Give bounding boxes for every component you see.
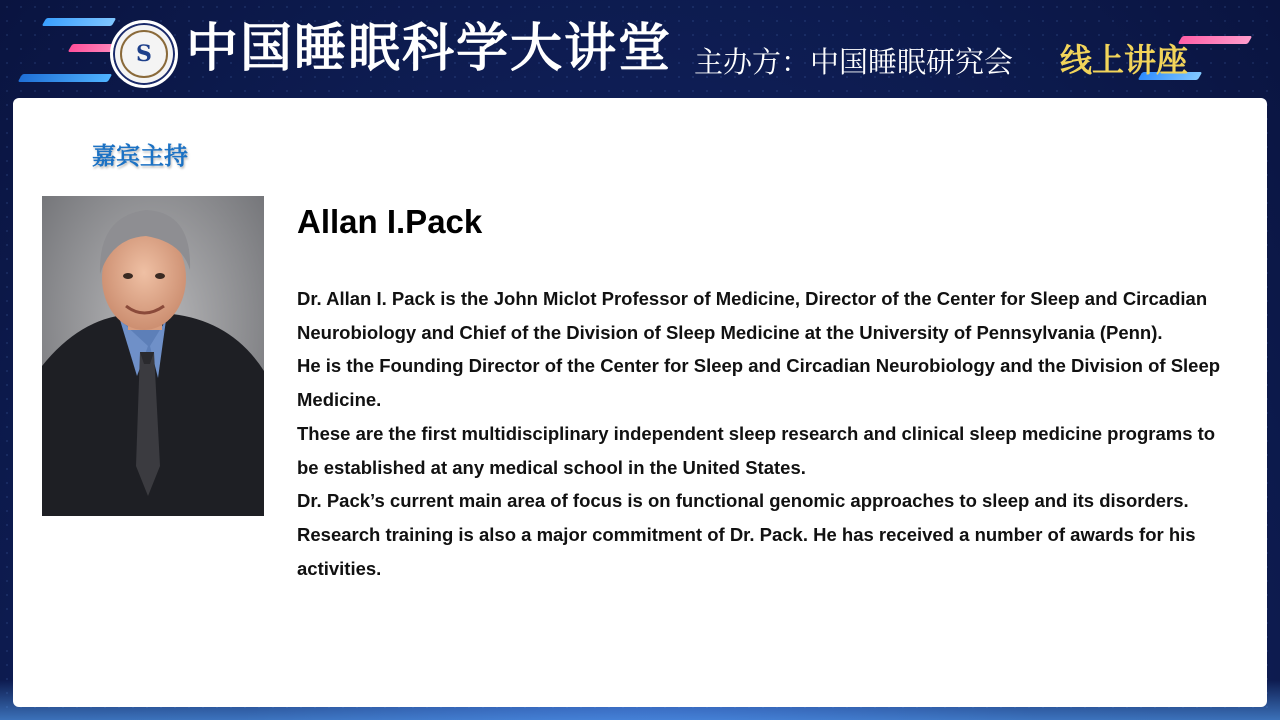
sleep-society-logo-icon: S [110, 20, 178, 88]
lecture-series-title: 中国睡眠科学大讲堂 [186, 19, 673, 79]
slide-header [0, 0, 1280, 98]
online-lecture-badge: 线上讲座 [1060, 41, 1189, 79]
bio-paragraph: Research training is also a major commitment of Dr. Pack. He has received a number of awards for his activities. [297, 523, 1196, 579]
speaker-name: Allan I.Pack [297, 203, 483, 240]
speaker-biography [297, 282, 1227, 585]
bio-paragraph: He is the Founding Director of the Center for Sleep and Circadian Neurobiology and the Division of Sleep Medicine. [297, 355, 1221, 411]
speaker-card [13, 98, 1267, 707]
host-section-label: 嘉宾主持 [92, 142, 188, 170]
bio-paragraph: Dr. Pack’s current main area of focus is on functional genomic approaches to sleep and its disorders. [297, 490, 1189, 512]
speaker-photo [42, 196, 264, 516]
bio-paragraph: Dr. Allan I. Pack is the John Miclot Professor of Medicine, Director of the Center for Sleep and Circadian Neurobiology and Chief of the Division of Sleep Medicine at the University of Pennsylvania (Penn). [297, 288, 1208, 343]
organizer-label: 主办方：中国睡眠研究会 [694, 45, 1014, 79]
bio-paragraph: These are the first multidisciplinary independent sleep research and clinical sleep medicine programs to be established at any medical school in the United States. [297, 422, 1216, 478]
